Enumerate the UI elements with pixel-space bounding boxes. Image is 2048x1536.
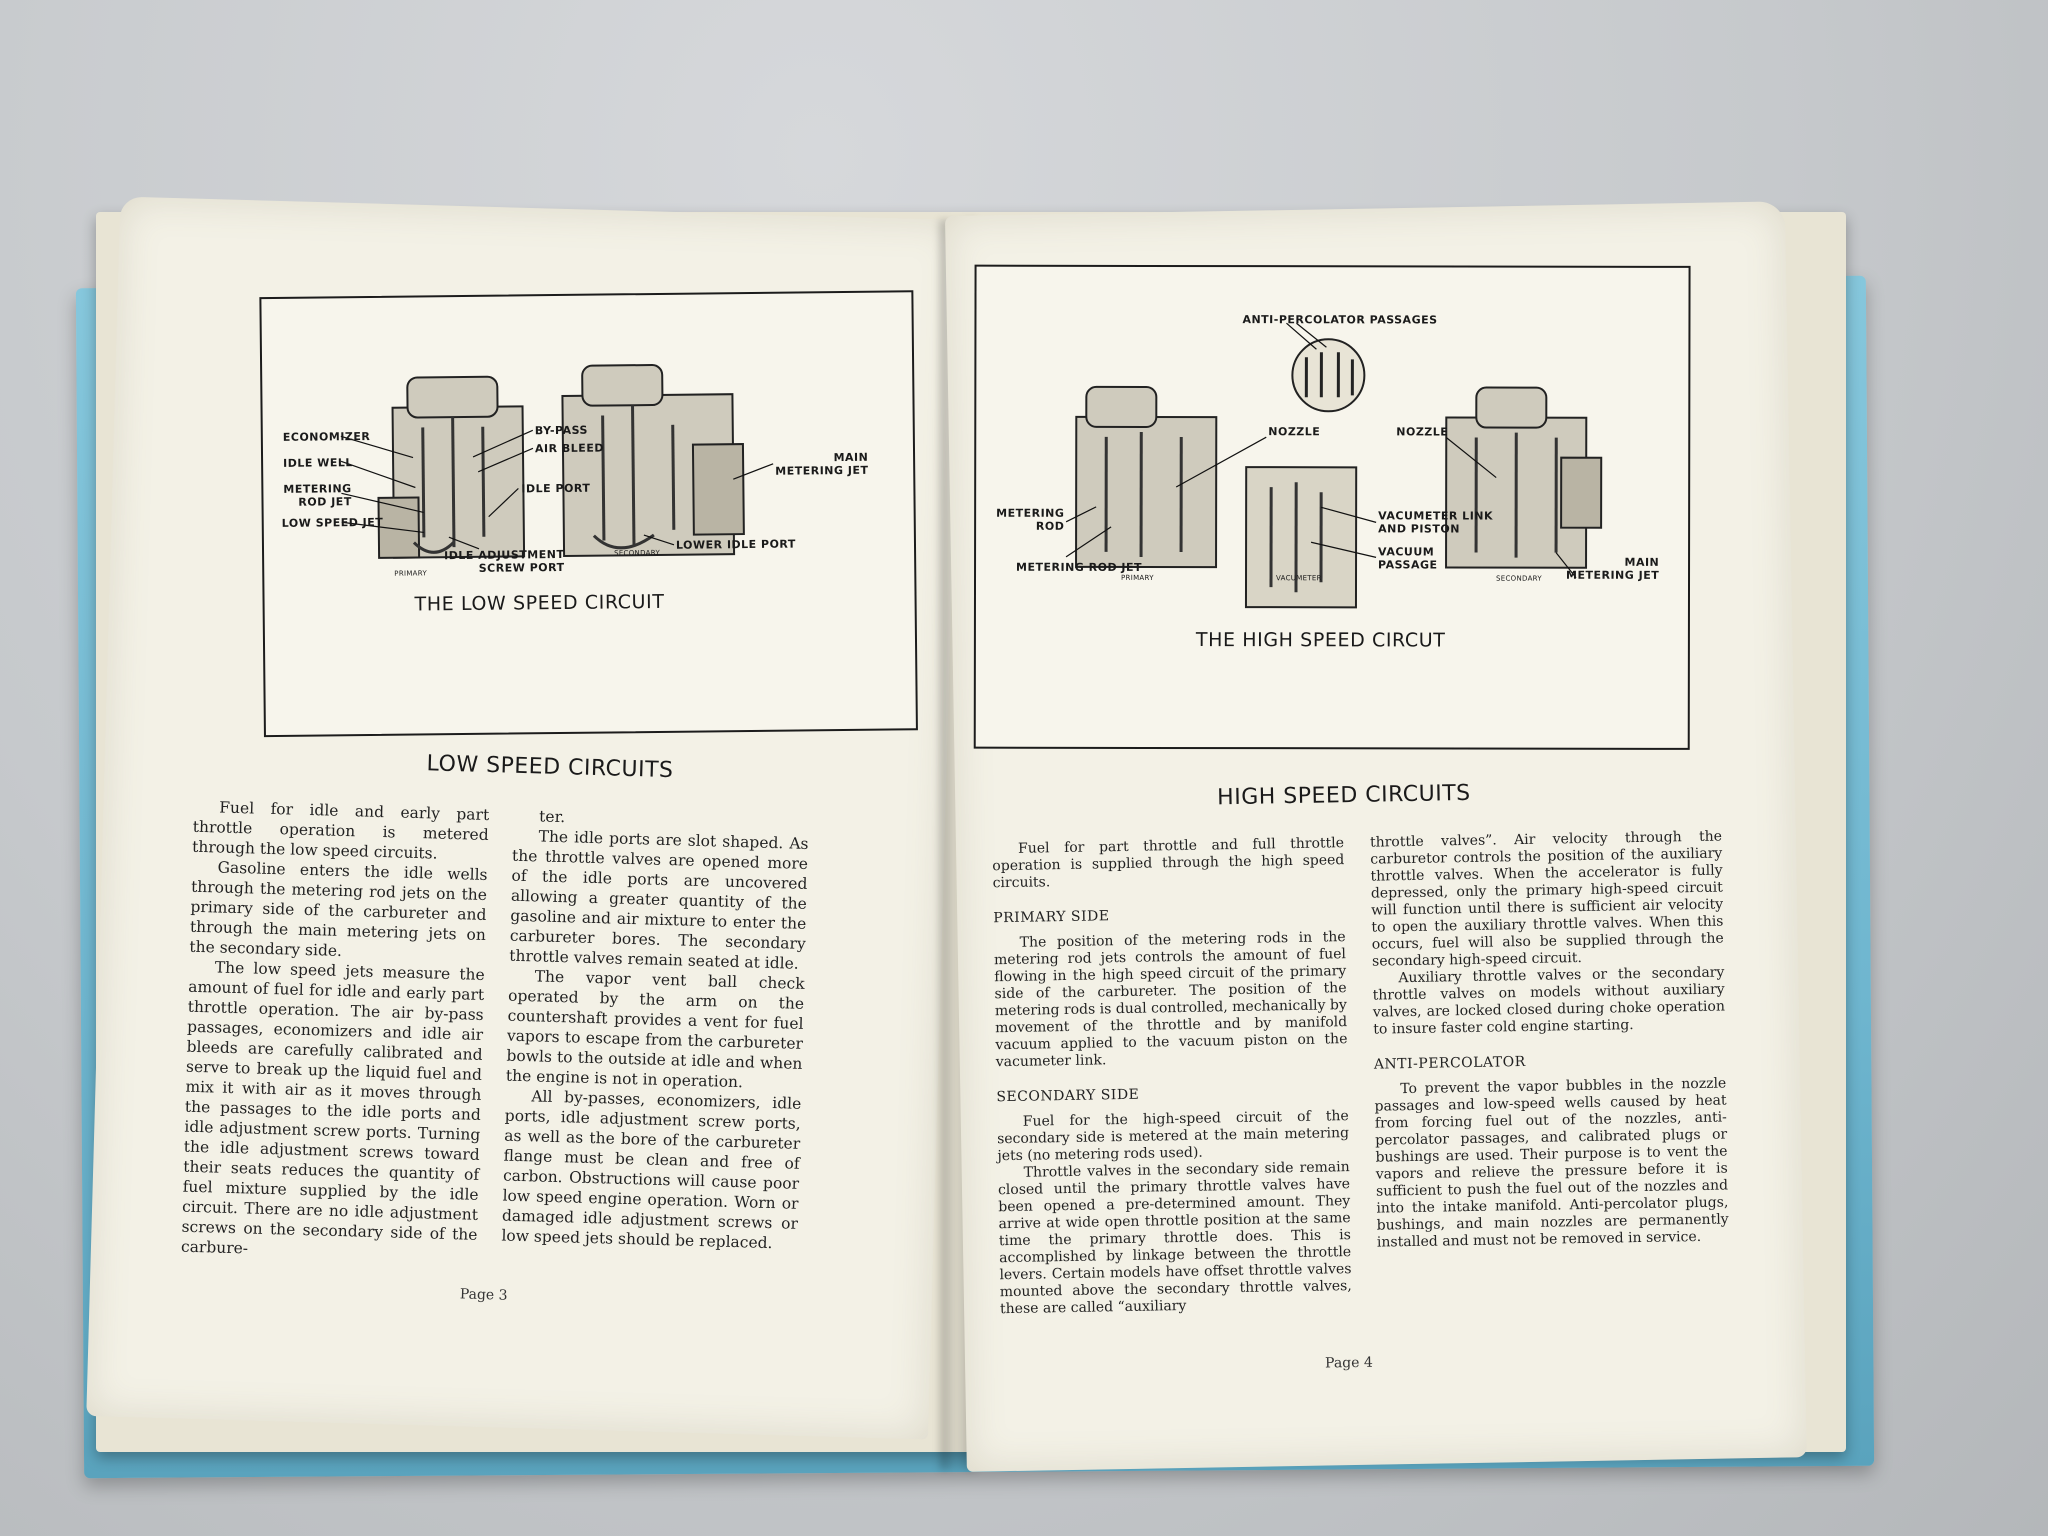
high-speed-circuit-figure bbox=[974, 265, 1691, 750]
paragraph: Throttle valves in the secondary side remain closed until the primary throttle valves have been opened a pre-determined amount. They arrive at wide open throttle position at the same time the primary throttle does. This is accomplished by linkage between the throttle levers. Certain models have offset throttle valves mounted above the secondary throttle valves, these are called “auxiliary bbox=[997, 1159, 1352, 1318]
paragraph: ter. bbox=[538, 807, 566, 827]
low-speed-circuit-figure bbox=[259, 290, 918, 737]
subheading-primary-side: PRIMARY SIDE bbox=[993, 908, 1110, 927]
label-idle-adjustment-screw-port: IDLE ADJUSTMENT SCREW PORT bbox=[444, 547, 565, 575]
label-by-pass: BY-PASS bbox=[534, 423, 588, 438]
paragraph: Gasoline enters the idle wells through the metering rod jets on the primary side of the carbureter and through the main metering jets on the secondary side. bbox=[189, 858, 488, 960]
low-speed-carburetor-illustration bbox=[261, 292, 916, 735]
paragraph: The vapor vent ball check operated by the arm on the countershaft provides a vent for fuel vapors to escape from the carbureter bowls to the outside at idle and when the engine is not in operation. bbox=[505, 967, 805, 1092]
right-text-column-2 bbox=[1370, 829, 1729, 1252]
label-secondary: SECONDARY bbox=[1496, 574, 1542, 583]
paragraph: The low speed jets measure the amount of fuel for idle and early part throttle operation. The air by-pass passages, economizers and idle air bleeds are carefully calibrated and serve to break up the liquid fuel and mix it with air as it moves through the passages to the idle ports and idle adjustment screw ports. Turning the idle adjustment screws toward their seats reduces the quantity of fuel mixture supplied by the idle circuit. There are no idle adjustment screws on the secondary side of the carbure- bbox=[180, 958, 485, 1258]
paragraph: Fuel for the high-speed circuit of the secondary side is metered at the main metering jets (no metering rods used). bbox=[996, 1108, 1350, 1165]
section-heading: HIGH SPEED CIRCUITS bbox=[1216, 780, 1471, 811]
label-primary: PRIMARY bbox=[394, 569, 428, 578]
right-page bbox=[945, 201, 1807, 1471]
label-vacumeter: VACUMETER bbox=[1276, 574, 1322, 583]
left-page bbox=[86, 196, 962, 1439]
paragraph: Fuel for part throttle and full throttle operation is supplied through the high speed circuits. bbox=[992, 835, 1345, 892]
label-idle-well: IDLE WELL bbox=[283, 456, 353, 470]
figure-caption: THE HIGH SPEED CIRCUT bbox=[1195, 629, 1446, 652]
label-nozzle-primary: NOZZLE bbox=[1268, 425, 1321, 439]
subheading-secondary-side: SECONDARY SIDE bbox=[996, 1086, 1140, 1106]
label-metering-rod-jet: METERING ROD JET bbox=[1016, 560, 1143, 574]
left-text-column-2 bbox=[501, 806, 809, 1254]
label-metering-rod-jet: METERING ROD JET bbox=[283, 482, 352, 509]
label-low-speed-jet: LOW SPEED JET bbox=[281, 515, 384, 530]
high-speed-carburetor-illustration bbox=[976, 267, 1689, 748]
paragraph: Fuel for idle and early part throttle operation is metered through the low speed circuits. bbox=[191, 798, 490, 863]
subheading-anti-percolator: ANTI-PERCOLATOR bbox=[1373, 1053, 1526, 1073]
paragraph: All by-passes, economizers, idle ports, idle adjustment screw ports, as well as the bore of the carbureter flange must be clean and free of carbon. Obstructions will cause poor low speed engine operation. Worn or damaged idle adjustment screws or low speed jets should be replaced. bbox=[501, 1087, 802, 1253]
label-main-metering-jet: MAIN METERING JET bbox=[1566, 555, 1660, 582]
label-nozzle-secondary: NOZZLE bbox=[1396, 425, 1449, 439]
figure-caption: THE LOW SPEED CIRCUIT bbox=[414, 590, 665, 616]
paragraph: To prevent the vapor bubbles in the nozzle passages and low-speed wells caused by heat from forcing fuel out of the nozzles, anti-percolator passages, and calibrated plugs or bushings are used. Their purpose is to vent the vapors and relieve the pressure before it is sufficient to push the fuel out of the nozzles and into the intake manifold. Anti-percolator plugs, bushings, and main nozzles are permanently installed and must not be removed in service. bbox=[1374, 1075, 1729, 1251]
label-anti-percolator-passages: ANTI-PERCOLATOR PASSAGES bbox=[1242, 313, 1438, 327]
page-number: Page 3 bbox=[459, 1286, 508, 1304]
paragraph: The position of the metering rods in the metering rod jets controls the amount of fuel flowing in the high speed circuit of the primary side of the carbureter. The position of the metering rods is dual controlled, mechanically by movement of the throttle and by manifold vacuum applied to the vacuum piston on the vacumeter link. bbox=[993, 929, 1348, 1071]
left-text-column-1 bbox=[181, 797, 490, 1265]
right-text-column-1 bbox=[992, 835, 1352, 1318]
label-main-metering-jet: MAIN METERING JET bbox=[775, 450, 869, 478]
section-heading: LOW SPEED CIRCUITS bbox=[426, 751, 674, 784]
label-idle-port: IDLE PORT bbox=[521, 481, 591, 496]
label-economizer: ECONOMIZER bbox=[282, 429, 371, 444]
paragraph: The idle ports are slot shaped. As the throttle valves are opened more of the idle ports are uncovered allowing a greater quantity of the gasoline and air mixture to enter the carbureter bores. The secondary throttle valves remain seated at idle. bbox=[509, 827, 809, 973]
paragraph: Auxiliary throttle valves or the secondary throttle valves on models without auxiliary valves, are locked closed during choke operation to insure faster cold engine starting. bbox=[1372, 964, 1726, 1038]
label-lower-idle-port: LOWER IDLE PORT bbox=[675, 537, 796, 552]
label-primary: PRIMARY bbox=[1121, 573, 1154, 582]
label-vacumeter-link-and-piston: VACUMETER LINK AND PISTON bbox=[1378, 509, 1494, 536]
page-number: Page 4 bbox=[1324, 1354, 1373, 1372]
paragraph: throttle valves”. Air velocity through the carburetor controls the position of the auxiliary throttle valves. When the accelerator is fully depressed, only the primary high-speed circuit will function until there is sufficient air velocity to open the auxiliary throttle valves. When this occurs, fuel will also be supplied through the secondary high-speed circuit. bbox=[1369, 828, 1724, 970]
label-vacuum-passage: VACUUM PASSAGE bbox=[1378, 545, 1438, 572]
label-air-bleed: AIR BLEED bbox=[534, 441, 605, 456]
label-secondary: SECONDARY bbox=[614, 548, 661, 558]
label-metering-rod: METERING ROD bbox=[996, 506, 1065, 533]
